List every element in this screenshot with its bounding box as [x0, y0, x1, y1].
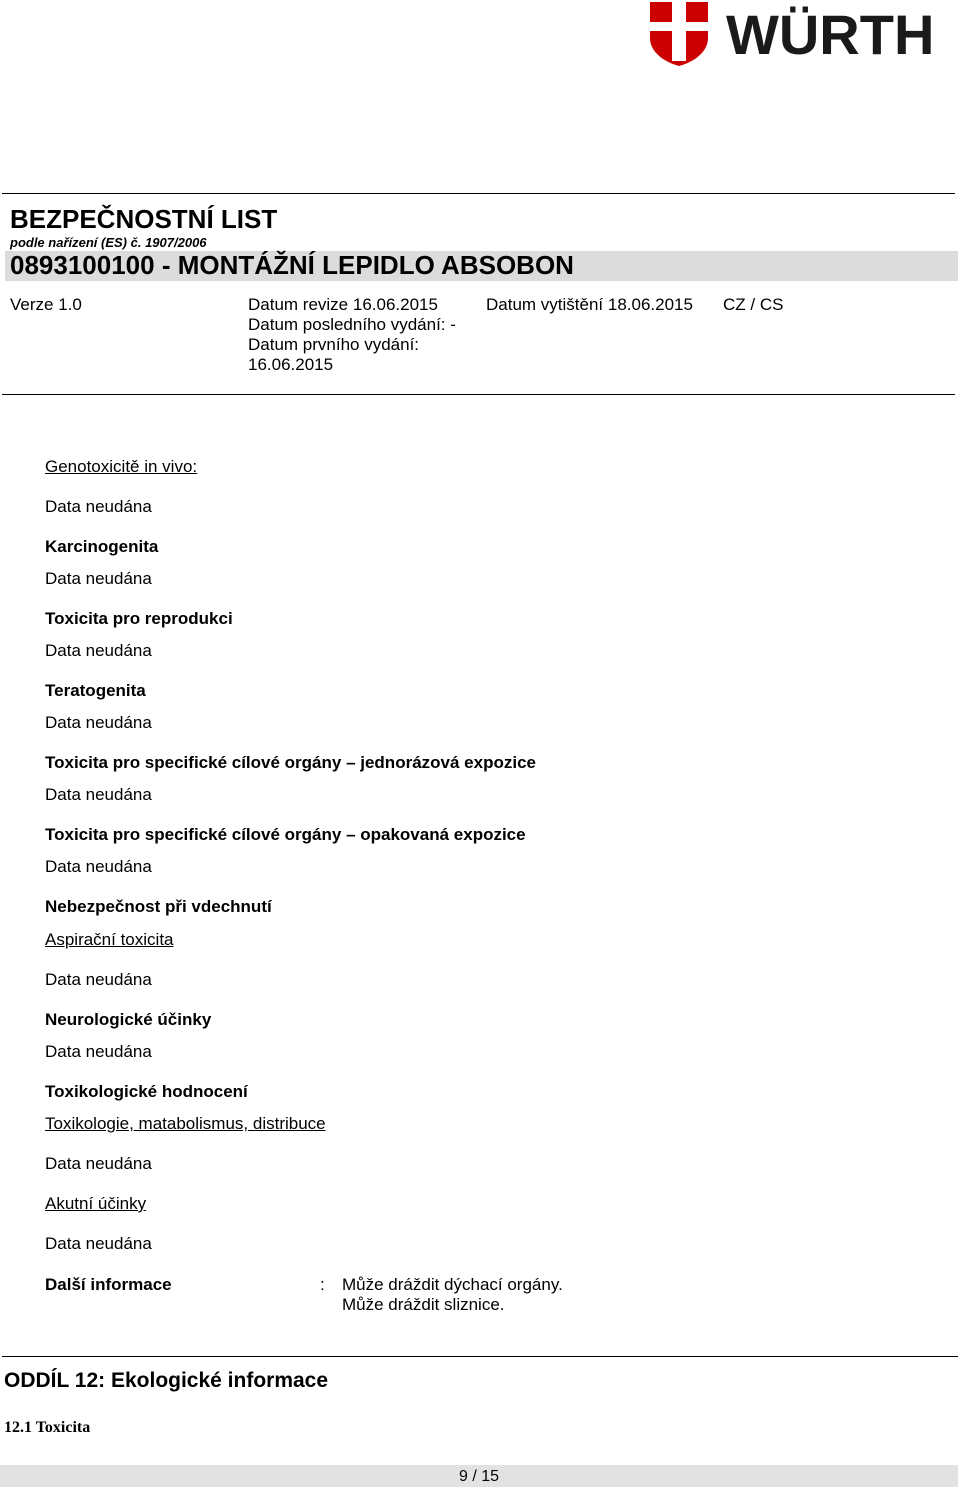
document-subtitle: podle nařízení (ES) č. 1907/2006 — [10, 235, 207, 250]
section-12-1-title: 12.1 Toxicita — [4, 1419, 91, 1436]
aspiration-toxicity-value: Data neudána — [45, 970, 152, 989]
teratogenicity-value: Data neudána — [45, 713, 152, 732]
teratogenicity-heading: Teratogenita — [45, 681, 146, 700]
wurth-logo-mark — [648, 0, 958, 70]
further-information-line-1: Může dráždit dýchací orgány. — [342, 1275, 563, 1294]
first-issue-date: 16.06.2015 — [248, 355, 334, 374]
aspiration-toxicity-label: Aspirační toxicita — [45, 930, 174, 949]
further-information-line-2: Může dráždit sliznice. — [342, 1295, 505, 1314]
carcinogenicity-value: Data neudána — [45, 569, 152, 588]
toxicological-assessment-heading: Toxikologické hodnocení — [45, 1082, 248, 1101]
header-top-rule — [2, 193, 955, 194]
section-12-title: ODDÍL 12: Ekologické informace — [4, 1369, 329, 1392]
further-information-label: Další informace — [45, 1275, 172, 1294]
acute-effects-value: Data neudána — [45, 1234, 152, 1253]
product-title: 0893100100 - MONTÁŽNÍ LEPIDLO ABSOBON — [10, 250, 574, 280]
further-information-colon: : — [320, 1275, 325, 1294]
acute-effects-label: Akutní účinky — [45, 1194, 147, 1213]
neurological-effects-heading: Neurologické účinky — [45, 1010, 212, 1029]
stot-repeated-value: Data neudána — [45, 857, 152, 876]
locale: CZ / CS — [723, 295, 784, 314]
reproductive-toxicity-value: Data neudána — [45, 641, 152, 660]
stot-single-heading: Toxicita pro specifické cílové orgány – jednorázová expozice — [45, 753, 536, 772]
wurth-logo — [648, 0, 958, 70]
carcinogenicity-heading: Karcinogenita — [45, 537, 159, 556]
section-rule — [2, 1356, 958, 1357]
reproductive-toxicity-heading: Toxicita pro reprodukci — [45, 609, 233, 628]
neurological-effects-value: Data neudána — [45, 1042, 152, 1061]
version: Verze 1.0 — [10, 295, 82, 314]
genotoxicity-value: Data neudána — [45, 497, 152, 516]
logo-text: WÜRTH — [726, 3, 935, 66]
toxicokinetics-label: Toxikologie, matabolismus, distribuce — [45, 1114, 326, 1133]
stot-repeated-heading: Toxicita pro specifické cílové orgány – opakovaná expozice — [45, 825, 526, 844]
genotoxicity-in-vivo-label: Genotoxicitě in vivo: — [45, 457, 198, 476]
aspiration-hazard-heading: Nebezpečnost při vdechnutí — [45, 897, 272, 916]
page-number: 9 / 15 — [458, 1468, 500, 1485]
revision-date: Datum revize 16.06.2015 — [248, 295, 438, 314]
header-bottom-rule — [2, 394, 955, 395]
stot-single-value: Data neudána — [45, 785, 152, 804]
toxicokinetics-value: Data neudána — [45, 1154, 152, 1173]
last-issue-date: Datum posledního vydání: - — [248, 315, 456, 334]
first-issue-label: Datum prvního vydání: — [248, 335, 420, 354]
print-date: Datum vytištění 18.06.2015 — [486, 295, 693, 314]
document-title: BEZPEČNOSTNÍ LIST — [10, 204, 278, 234]
